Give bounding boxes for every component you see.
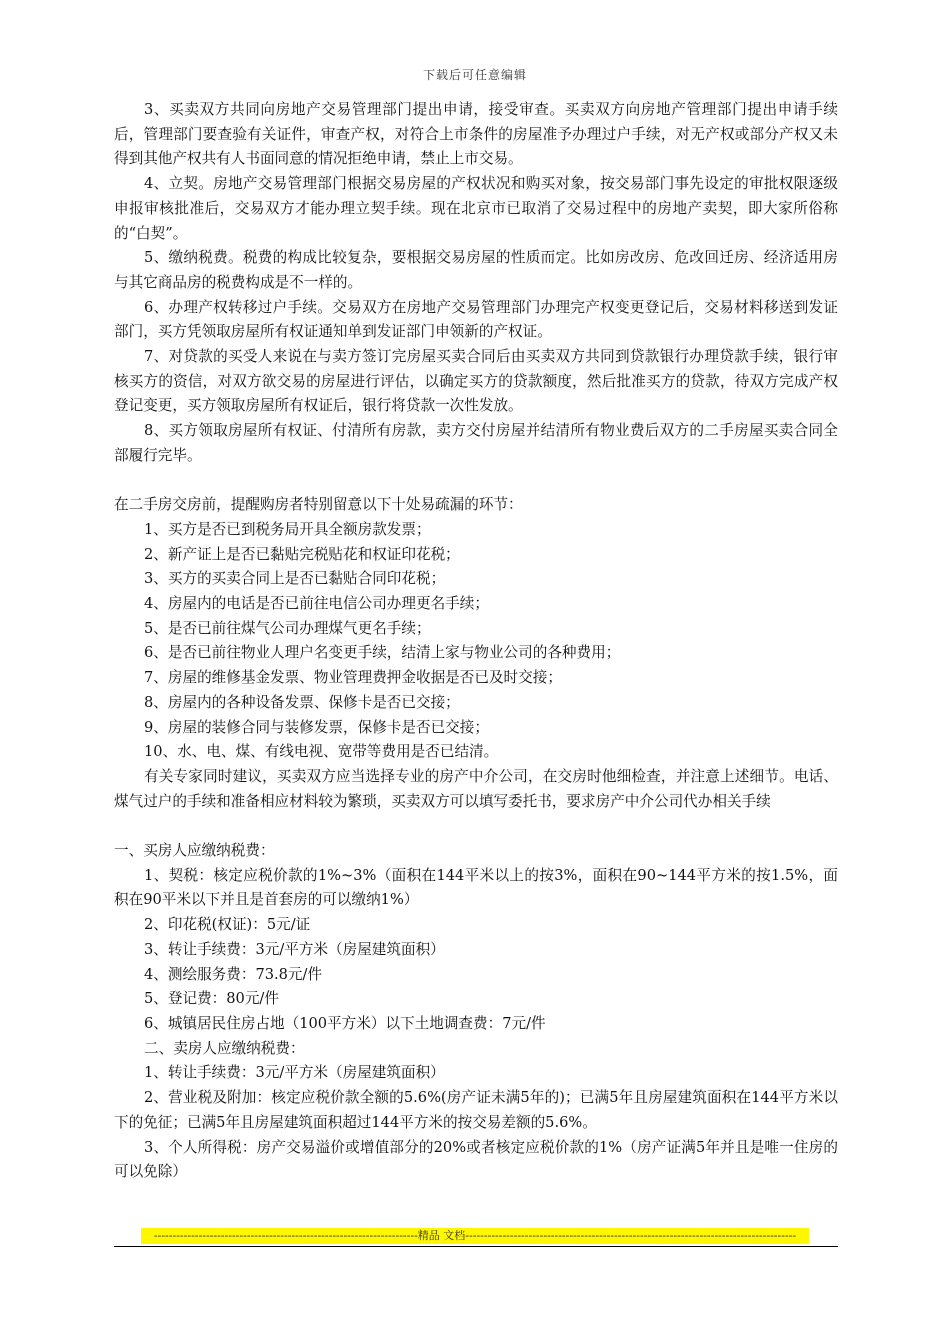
paragraph: 5、缴纳税费。税费的构成比较复杂，要根据交易房屋的性质而定。比如房改房、危改回迁房、经济适用房与其它商品房的税费构成是不一样的。 [114, 249, 838, 291]
paragraph: 3、转让手续费：3元/平方米（房屋建筑面积） [144, 940, 445, 958]
footer-divider [114, 1246, 838, 1247]
paragraph: 4、测绘服务费：73.8元/件 [144, 965, 323, 983]
paragraph: 3、个人所得税：房产交易溢价或增值部分的20%或者核定应税价款的1%（房产证满5年并且是唯一住房的可以免除） [114, 1138, 838, 1181]
paragraph: 8、买方领取房屋所有权证、付清所有房款，卖方交付房屋并结清所有物业费后双方的二手房屋买卖合同全部履行完毕。 [114, 422, 838, 464]
document-body [114, 98, 838, 1185]
paragraph: 1、买方是否已到税务局开具全额房款发票； [144, 520, 431, 538]
paragraph: 2、新产证上是否已黏贴完税贴花和权证印花税； [144, 545, 460, 563]
paragraph: 4、房屋内的电话是否已前往电信公司办理更名手续； [144, 595, 489, 613]
paragraph: 有关专家同时建议，买卖双方应当选择专业的房产中介公司，在交房时他细检查，并注意上述细节。电话、煤气过户的手续和准备相应材料较为繁琐，买卖双方可以填写委托书，要求房产中介公司代办相关手续 [114, 767, 838, 810]
paragraph: 1、转让手续费：3元/平方米（房屋建筑面积） [144, 1064, 445, 1082]
paragraph-spacer [114, 814, 838, 839]
paragraph: 5、登记费：80元/件 [144, 990, 279, 1008]
paragraph: 1、契税：核定应税价款的1%~3%（面积在144平米以上的按3%，面积在90~144平方米的按1.5%，面积在90平米以下并且是首套房的可以缴纳1%） [114, 866, 838, 909]
paragraph: 二、卖房人应缴纳税费： [144, 1039, 305, 1057]
paragraph: 2、印花税(权证)：5元/证 [144, 916, 311, 934]
paragraph: 一、买房人应缴纳税费： [114, 842, 275, 860]
paragraph: 4、立契。房地产交易管理部门根据交易房屋的产权状况和购买对象，按交易部门事先设定的审批权限逐级申报审核批准后，交易双方才能办理立契手续。现在北京市已取消了交易过程中的房地产卖契，即大家所俗称的“白契”。 [114, 175, 838, 242]
page-header: 下载后可任意编辑 [422, 68, 527, 82]
paragraph-spacer [114, 469, 838, 494]
paragraph: 6、办理产权转移过户手续。交易双方在房地产交易管理部门办理完产权变更登记后，交易材料移送到发证部门，买方凭领取房屋所有权证通知单到发证部门申领新的产权证。 [114, 298, 838, 341]
paragraph: 9、房屋的装修合同与装修发票，保修卡是否已交接； [144, 718, 489, 736]
paragraph: 7、对贷款的买受人来说在与卖方签订完房屋买卖合同后由买卖双方共同到贷款银行办理贷款手续，银行审核买方的资信，对双方欲交易的房屋进行评估，以确定买方的贷款额度，然后批准买方的贷款，待双方完成产权登记变更，买方领取房屋所有权证后，银行将贷款一次性发放。 [114, 348, 838, 415]
paragraph: 8、房屋内的各种设备发票、保修卡是否已交接； [144, 693, 460, 711]
paragraph: 3、买方的买卖合同上是否已黏贴合同印花税； [144, 570, 446, 588]
paragraph: 10、水、电、煤、有线电视、宽带等费用是否已结清。 [144, 743, 499, 761]
paragraph: 6、是否已前往物业人理户名变更手续，结清上家与物业公司的各种费用； [144, 644, 621, 662]
paragraph: 在二手房交房前，提醒购房者特别留意以下十处易疏漏的环节： [114, 496, 523, 514]
paragraph: 2、营业税及附加：核定应税价款全额的5.6%(房产证未满5年的)；已满5年且房屋建筑面积在144平方米以下的免征；已满5年且房屋建筑面积超过144平方米的按交易差额的5.6%。 [114, 1089, 838, 1131]
paragraph: 3、买卖双方共同向房地产交易管理部门提出申请，接受审查。买卖双方向房地产管理部门提出申请手续后，管理部门要查验有关证件，审查产权，对符合上市条件的房屋准予办理过户手续，对无产权或部分产权又未得到其他产权共有人书面同意的情况拒绝申请，禁止上市交易。 [114, 101, 838, 168]
paragraph: 5、是否已前往煤气公司办理煤气更名手续； [144, 619, 431, 637]
paragraph: 7、房屋的维修基金发票、物业管理费押金收据是否已及时交接； [144, 669, 562, 687]
footer-highlight-bar: -----------------------------------------------------------------------精品 文档----------------------------------------------------------------------------------------- [141, 1228, 809, 1244]
paragraph: 6、城镇居民住房占地（100平方米）以下土地调查费：7元/件 [144, 1014, 546, 1032]
